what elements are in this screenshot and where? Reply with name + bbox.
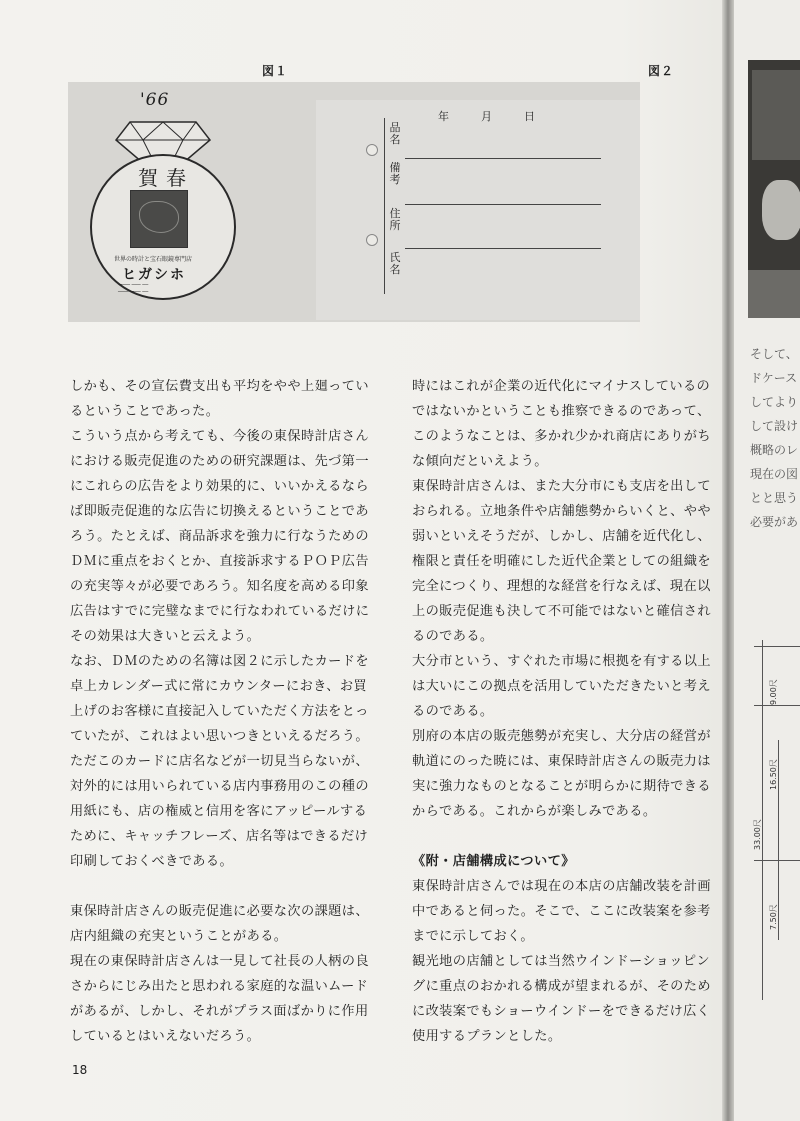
card-line xyxy=(405,204,601,205)
card-date-month: 月 xyxy=(481,110,494,123)
body-text-line: るのである。 xyxy=(412,629,494,644)
body-text-line: までに示しておく。 xyxy=(412,929,535,944)
card-date-day: 日 xyxy=(524,110,537,123)
body-text-line: 中であると伺った。そこで、ここに改装案を参考 xyxy=(412,904,711,919)
body-text-line: ＤＭに重点をおくとか、直接訴求するＰＯＰ広告 xyxy=(70,554,369,569)
card-vertical-line xyxy=(384,118,385,294)
logo-picture xyxy=(130,190,188,248)
card-photo-area xyxy=(316,100,640,320)
floor-plan-line xyxy=(754,646,800,647)
body-text-line: 上の販売促進も決して不可能ではないと確信され xyxy=(412,604,711,619)
figure-1-label: 図１ xyxy=(262,64,289,78)
body-text-line: しかも、その宣伝費支出も平均をやや上廻ってい xyxy=(70,379,369,394)
body-text-line: 現在の東保時計店さんは一見して社長の人柄の良 xyxy=(70,954,369,969)
body-text-line: 完全につくり、理想的な経営を行なえば、現在以 xyxy=(412,579,711,594)
adjacent-page xyxy=(734,0,800,1121)
body-text-line: ではないかということも推察できるのであって、 xyxy=(412,404,711,419)
body-text-line: ろう。たとえば、商品訴求を強力に行なうための xyxy=(70,529,369,544)
body-text-line: ていたが、これはよい思いつきといえるだろう。 xyxy=(70,729,369,744)
body-text-line: さからにじみ出たと思われる家庭的な温いムード xyxy=(70,979,369,994)
body-text-line: 《附・店舗構成について》 xyxy=(412,854,575,869)
body-text-line: 対外的には用いられている店内事務用のこの種の xyxy=(70,779,369,794)
left-text-column xyxy=(70,374,369,1049)
card-date-header xyxy=(438,108,567,124)
body-text-line: からである。これからが楽しみである。 xyxy=(412,804,657,819)
card-line xyxy=(405,158,601,159)
card-field-note: 備考 xyxy=(389,161,401,186)
body-text-line xyxy=(70,874,369,899)
body-text-line: グに重点のおかれる構成が望まれるが、そのため xyxy=(412,979,711,994)
body-text-line: 卓上カレンダー式に常にカウンターにおき、お買 xyxy=(70,679,368,694)
dimension-label: 16.50尺 xyxy=(769,759,778,790)
body-text-line: における販売促進のための研究課題は、先づ第一 xyxy=(70,454,369,469)
right-text-column xyxy=(412,374,711,1049)
body-text-line: 時にはこれが企業の近代化にマイナスしているの xyxy=(412,379,711,394)
body-text-line: 弱いといえそうだが、しかし、店舗を近代化し、 xyxy=(412,529,711,544)
body-text-line: に改装案でもショーウインドーをできるだけ広く xyxy=(412,1004,711,1019)
adjacent-page-text xyxy=(750,342,798,534)
body-text-line: 上げのお客様に直接記入していただく方法をとっ xyxy=(70,704,369,719)
body-text-line: 使用するプランとした。 xyxy=(412,1029,562,1044)
body-text-line: 観光地の店舗としては当然ウインドーショッピン xyxy=(412,954,710,969)
body-text-line: このようなことは、多かれ少かれ商店にありがち xyxy=(412,429,711,444)
adjacent-text-line: そして、 xyxy=(750,347,798,361)
body-text-line: 軌道にのった暁には、東保時計店さんの販売力は xyxy=(412,754,711,769)
body-text-line: の充実等々が必要であろう。知名度を高める印象 xyxy=(70,579,369,594)
floor-plan-line xyxy=(754,705,800,706)
logo-year: '66 xyxy=(140,90,170,110)
punch-hole-icon xyxy=(366,144,378,156)
dimension-label: 9.00尺 xyxy=(769,679,778,705)
body-text-line: 大分市という、すぐれた市場に根拠を有する以上 xyxy=(412,654,711,669)
body-text-line: 用紙にも、店の権威と信用を客にアッピールする xyxy=(70,804,368,819)
card-date-year: 年 xyxy=(438,110,451,123)
body-text-line: ために、キャッチフレーズ、店名等はできるだけ xyxy=(70,829,369,844)
logo-brand: ヒガシホ xyxy=(122,267,186,283)
logo-small-print: ──── ─── ── ──── ─── ── xyxy=(118,282,149,295)
card-field-name: 氏名 xyxy=(389,251,401,276)
book-gutter xyxy=(722,0,734,1121)
body-text-line: なお、ＤＭのための名簿は図２に示したカードを xyxy=(70,654,369,669)
adjacent-text-line: ドケース xyxy=(750,371,798,385)
dimension-label: 7.50尺 xyxy=(769,904,778,930)
body-text-line: 権限と責任を明確にした近代企業としての組織を xyxy=(412,554,711,569)
body-text-line: 店内組織の充実ということがある。 xyxy=(70,929,288,944)
figure-1-logo xyxy=(88,90,238,305)
body-text-line: 別府の本店の販売態勢が充実し、大分店の経営が xyxy=(412,729,711,744)
body-text-line: 広告はすでに完璧なまでに行なわれているだけに xyxy=(70,604,370,619)
body-text-line: ば即販売促進的な広告に切換えるということであ xyxy=(70,504,369,519)
adjacent-text-line: してより xyxy=(750,395,799,409)
body-text-line: は大いにこの拠点を活用していただきたいと考え xyxy=(412,679,711,694)
body-text-line: こういう点から考えても、今後の東保時計店さん xyxy=(70,429,369,444)
card-field-address: 住所 xyxy=(389,207,401,232)
page-number: 18 xyxy=(72,1063,88,1077)
figure-2-label: 図２ xyxy=(648,64,675,78)
body-text-line: るのである。 xyxy=(412,704,494,719)
adjacent-text-line: して設け xyxy=(750,419,799,433)
body-text-line xyxy=(412,824,711,849)
logo-greeting: 賀春 xyxy=(138,166,194,190)
body-text-line: るということであった。 xyxy=(70,404,220,419)
body-text-line: にこれらの広告をより効果的に、いいかえるなら xyxy=(70,479,369,494)
body-text-line: があるが、しかし、それがプラス面ばかりに作用 xyxy=(70,1004,369,1019)
punch-hole-icon xyxy=(366,234,378,246)
body-text-line: しているとはいえないだろう。 xyxy=(70,1029,261,1044)
card-field-item: 品名 xyxy=(389,121,401,146)
body-text-line: 印刷しておくべきである。 xyxy=(70,854,234,869)
adjacent-text-line: とと思う xyxy=(750,491,799,505)
floor-plan-line xyxy=(754,860,800,861)
body-text-line: 東保時計店さんでは現在の本店の店舗改装を計画 xyxy=(412,879,711,894)
body-text-line: 東保時計店さんの販売促進に必要な次の課題は、 xyxy=(70,904,369,919)
card-line xyxy=(405,248,601,249)
adjacent-text-line: 現在の図 xyxy=(750,467,799,481)
body-text-line: 東保時計店さんは、また大分市にも支店を出して xyxy=(412,479,711,494)
adjacent-text-line: 概略のレ xyxy=(750,443,799,457)
body-text-line: その効果は大きいと云えよう。 xyxy=(70,629,261,644)
body-text-line: ただこのカードに店名などが一切見当らないが、 xyxy=(70,754,369,769)
adjacent-page-photo xyxy=(748,60,800,318)
adjacent-text-line: 必要があ xyxy=(750,515,799,529)
body-text-line: おられる。立地条件や店舗態勢からいくと、やや xyxy=(412,504,711,519)
logo-tagline: 世界の時計と宝石眼鏡専門店 xyxy=(114,256,193,263)
dimension-label: 33.00尺 xyxy=(753,819,762,850)
body-text-line: な傾向だといえよう。 xyxy=(412,454,548,469)
body-text-line: 実に強力なものとなることが明らかに期待できる xyxy=(412,779,711,794)
